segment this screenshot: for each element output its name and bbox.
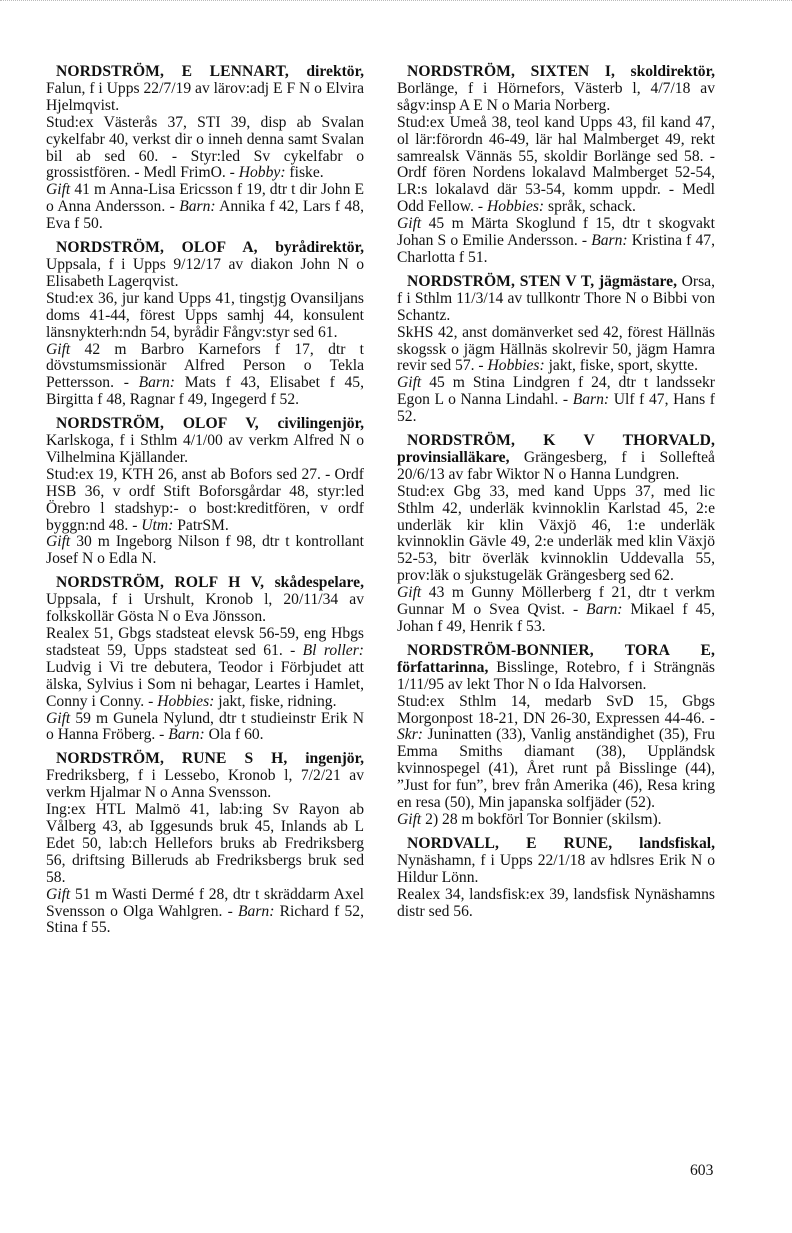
entry-heading-paragraph [46, 416, 364, 467]
entry-text: Stud:ex 36, jur kand Upps 41, tingstjg Ovansiljans doms 41-44, förest Upps samhj 44, konsulent länsnykterh:ndn 54, byrådir Fångv:styr sed 61. [46, 289, 364, 341]
entry-text: PatrSM. [173, 516, 229, 534]
biography-entry [397, 643, 715, 829]
entry-text: Juninatten (33), Vanlig anständighet (35), Fru Emma Smiths diamant (38), Uppländsk kvinnospegel (41), Året runt på Bisslinge (44), ”Just for fun”, brev från Amerika (46), Resa kring en resa (50), Min japanska solfjäder (52). [397, 726, 715, 812]
entry-text: 45 m Stina Lindgren f 24, dtr t landssekr Egon L o Nanna Lindahl. - [397, 374, 715, 409]
entry-text: 2) 28 m bokförl Tor Bonnier (skilsm). [421, 810, 662, 828]
entry-text: 42 m Barbro Karnefors f 17, dtr t dövstumsmissionär Alfred Person o Tekla Pettersson. - [46, 340, 364, 392]
entry-occupation: direktör, [306, 63, 364, 80]
right-column [397, 64, 715, 927]
entry-heading-paragraph [397, 433, 715, 484]
entry-label: Utm: [141, 516, 174, 534]
entry-paragraph [46, 802, 364, 887]
entry-occupation: ingenjör, [305, 750, 364, 768]
entry-text: Orsa, f i Sthlm 11/3/14 av tullkontr Thore N o Bibbi von Schantz. [397, 272, 715, 324]
entry-occupation: byrådirektör, [275, 239, 364, 257]
entry-label: Barn: [168, 726, 205, 744]
entry-label: Hobbies: [157, 692, 215, 710]
entry-paragraph [46, 115, 364, 183]
biography-entry [397, 274, 715, 426]
entry-text: Realex 51, Gbgs stadsteat elevsk 56-59, eng Hbgs stadsteat 59, Upps stadsteat sed 61. - [46, 625, 364, 659]
entry-label: Barn: [138, 374, 175, 392]
entry-label: Barn: [238, 902, 275, 920]
entry-paragraph [397, 484, 715, 585]
entry-name: NORDSTRÖM, SIXTEN I, [407, 63, 615, 80]
entry-text: Richard f 52, Stina f 55. [46, 902, 364, 937]
entry-label: Gift [46, 885, 71, 903]
entry-heading-paragraph [397, 274, 715, 325]
entry-text: 45 m Märta Skoglund f 15, dtr t skogvakt Johan S o Emilie Andersson. - [397, 215, 715, 250]
entry-paragraph [397, 375, 715, 426]
entry-name: NORDSTRÖM-BONNIER, TORA E, [407, 641, 715, 659]
entry-text: 30 m Ingeborg Nilson f 98, dtr t kontrollant Josef N o Edla N. [46, 533, 364, 568]
entry-heading-paragraph [46, 240, 364, 291]
entry-label: Gift [46, 340, 71, 358]
entry-text: Realex 34, landsfisk:ex 39, landsfisk Nynäshamns distr sed 56. [397, 885, 715, 920]
entry-text: Ulf f 47, Hans f 52. [397, 391, 715, 426]
entry-text: 51 m Wasti Dermé f 28, dtr t skräddarm Axel Svensson o Olga Wahlgren. - [46, 885, 364, 920]
entry-name: NORDSTRÖM, E LENNART, [56, 63, 289, 80]
entry-label: Barn: [572, 391, 610, 409]
entry-text: jakt, fiske, sport, skytte. [544, 357, 699, 375]
entry-label: Hobbies: [487, 357, 545, 375]
entry-name: NORDSTRÖM, RUNE S H, [56, 750, 288, 768]
entry-paragraph [46, 711, 364, 745]
entry-label: Barn: [586, 601, 623, 619]
entry-paragraph [46, 291, 364, 342]
entry-occupation: författarinna, [397, 658, 489, 676]
biography-entry [397, 433, 715, 636]
entry-occupation: civilingenjör, [277, 415, 364, 433]
entry-label: Barn: [179, 198, 216, 216]
entry-paragraph [397, 115, 715, 216]
entry-text: Annika f 42, Lars f 48, Eva f 50. [46, 198, 364, 233]
entry-occupation: skådespelare, [274, 574, 364, 592]
entry-name: NORDSTRÖM, OLOF V, [56, 415, 259, 433]
left-column [46, 64, 364, 944]
entry-text: Borlänge, f i Hörnefors, Västerb l, 4/7/18 av sågv:insp A E N o Maria Norberg. [397, 79, 715, 114]
entry-paragraph [397, 216, 715, 267]
entry-text: Nynäshamn, f i Upps 22/1/18 av hdlsres Erik N o Hildur Lönn. [397, 851, 715, 886]
entry-name: NORDSTRÖM, ROLF H V, [56, 574, 265, 592]
entry-text: Falun, f i Upps 22/7/19 av lärov:adj E F N o Elvira Hjelmqvist. [46, 79, 364, 114]
entry-paragraph [397, 585, 715, 636]
entry-paragraph [397, 325, 715, 376]
entry-paragraph [46, 467, 364, 535]
entry-text: Mats f 43, Elisabet f 45, Birgitta f 48, Ragnar f 49, Ingegerd f 52. [46, 374, 364, 409]
entry-heading-paragraph [46, 575, 364, 626]
entry-text: Stud:ex Västerås 37, STI 39, disp ab Svalan cykelfabr 40, verkst dir o inneh denna samt Svalan bil ab sed 60. - Styr:led Sv cykelfabr o grossistfören. - Medl FrimO. - [46, 113, 364, 182]
entry-label: Gift [46, 533, 71, 551]
entry-label: Hobby: [238, 164, 286, 182]
entry-text: språk, schack. [544, 198, 636, 216]
entry-text: Grängesberg, f i Sollefteå 20/6/13 av fabr Wiktor N o Hanna Lundgren. [397, 448, 715, 483]
entry-occupation: jägmästare, [598, 272, 677, 290]
entry-occupation: provinsialläkare, [397, 448, 510, 466]
entry-label: Skr: [397, 726, 423, 744]
biography-entry [397, 64, 715, 267]
page-number: 603 [690, 1162, 714, 1179]
entry-text: Stud:ex 19, KTH 26, anst ab Bofors sed 27. - Ordf HSB 36, v ordf Stift Boforsgårdar 48, styr:led Örebro l stadshyp:- o bost:kreditfören, v ordf byggn:nd 48. - [46, 465, 364, 534]
entry-heading-paragraph [46, 64, 364, 115]
entry-text: Ing:ex HTL Malmö 41, lab:ing Sv Rayon ab Vålberg 43, ab Iggesunds bruk 45, Inlands ab L Edet 50, lab:ch Hellefors bruks ab Fredriksberg 56, driftsing Billeruds ab Fredriksbergs bruk sed 58. [46, 801, 364, 886]
biography-entry [46, 64, 364, 233]
entry-text: 59 m Gunela Nylund, dtr t studieinstr Erik N o Hanna Fröberg. - [46, 709, 364, 744]
biography-entry [46, 416, 364, 568]
entry-label: Barn: [591, 232, 628, 250]
entry-label: Gift [397, 215, 422, 233]
entry-heading-paragraph [397, 643, 715, 694]
entry-label: Gift [46, 709, 71, 727]
entry-text: Stud:ex Gbg 33, med kand Upps 37, med lic Sthlm 42, underläk kvinnoklin Karlstad 45, 2:e underläk kir klin Växjö 46, 1:e underläk kvinnoklin Gävle 49, 2:e underläk med klin Växjö 52-53, bitr överläk kvinnoklin Uddevalla 55, prov:läk o sjukstugeläk Grängesberg sed 62. [397, 482, 715, 585]
entry-label: Gift [397, 584, 422, 602]
entry-label: Gift [397, 810, 422, 828]
page-top-rule [0, 0, 792, 4]
entry-name: NORDSTRÖM, OLOF A, [56, 239, 258, 257]
entry-paragraph [397, 812, 715, 829]
entry-text: Uppsala, f i Upps 9/12/17 av diakon John N o Elisabeth Lagerqvist. [46, 255, 364, 290]
entry-text: Karlskoga, f i Sthlm 4/1/00 av verkm Alfred N o Vilhelmina Kjällander. [46, 432, 364, 466]
entry-text: Kristina f 47, Charlotta f 51. [397, 232, 715, 266]
entry-paragraph [46, 342, 364, 410]
entry-text: Ola f 60. [204, 726, 264, 744]
biography-entry [46, 240, 364, 409]
entry-text: Uppsala, f i Urshult, Kronob l, 20/11/34 av folkskollär Gösta N o Eva Jönsson. [46, 591, 364, 626]
entry-heading-paragraph [397, 836, 715, 887]
entry-text: Stud:ex Umeå 38, teol kand Upps 43, fil kand 47, ol lär:förordn 46-49, lär hal Malmberget 49, rekt samrealsk Vännäs 55, skoldir Borlänge sed 58. - Ordf fören Nordens lokalavd Malmberget 52-54, LR:s lokalavd där 53-54, komm uppdr. - Medl Odd Fellow. - [397, 113, 715, 216]
entry-text: fiske. [285, 164, 324, 182]
entry-paragraph [46, 182, 364, 233]
entry-text: Mikael f 45, Johan f 49, Henrik f 53. [397, 601, 715, 635]
entry-text: Ludvig i Vi tre debutera, Teodor i Förbjudet att älska, Sylvius i Som ni behagar, Leartes i Hamlet, Conny i Conny. - [46, 658, 364, 710]
entry-paragraph [397, 694, 715, 812]
biography-entry [397, 836, 715, 921]
entry-name: NORDVALL, E RUNE, [407, 834, 613, 852]
entry-label: Bl roller: [302, 641, 364, 659]
entry-text: Stud:ex Sthlm 14, medarb SvD 15, Gbgs Morgonpost 18-21, DN 26-30, Expressen 44-46. - [397, 692, 715, 727]
entry-paragraph [46, 887, 364, 938]
entry-text: Fredriksberg, f i Lessebo, Kronob l, 7/2/21 av verkm Hjalmar N o Anna Svensson. [46, 767, 364, 802]
entry-text: jakt, fiske, ridning. [214, 692, 337, 710]
entry-text: 41 m Anna-Lisa Ericsson f 19, dtr t dir John E o Anna Andersson. - [46, 181, 364, 216]
entry-text: 43 m Gunny Möllerberg f 21, dtr t verkm Gunnar M o Svea Qvist. - [397, 584, 715, 619]
entry-occupation: landsfiskal, [639, 834, 715, 852]
entry-text: SkHS 42, anst domänverket sed 42, förest Hällnäs skogssk o jägm Hällnäs skolrevir 50, jägm Hamra revir sed 57. - [397, 323, 715, 375]
biography-entry [46, 575, 364, 744]
entry-label: Hobbies: [486, 198, 545, 216]
entry-paragraph [46, 534, 364, 568]
entry-label: Gift [46, 181, 71, 199]
entry-name: NORDSTRÖM, K V THORVALD, [407, 432, 715, 450]
entry-label: Gift [397, 374, 422, 392]
entry-paragraph [397, 887, 715, 921]
entry-heading-paragraph [46, 751, 364, 802]
entry-paragraph [46, 626, 364, 711]
entry-name: NORDSTRÖM, STEN V T, [407, 272, 595, 290]
entry-occupation: skoldirektör, [630, 63, 715, 80]
entry-heading-paragraph [397, 64, 715, 115]
entry-text: Bisslinge, Rotebro, f i Strängnäs 1/11/95 av lekt Thor N o Ida Halvorsen. [397, 658, 715, 693]
biography-entry [46, 751, 364, 937]
